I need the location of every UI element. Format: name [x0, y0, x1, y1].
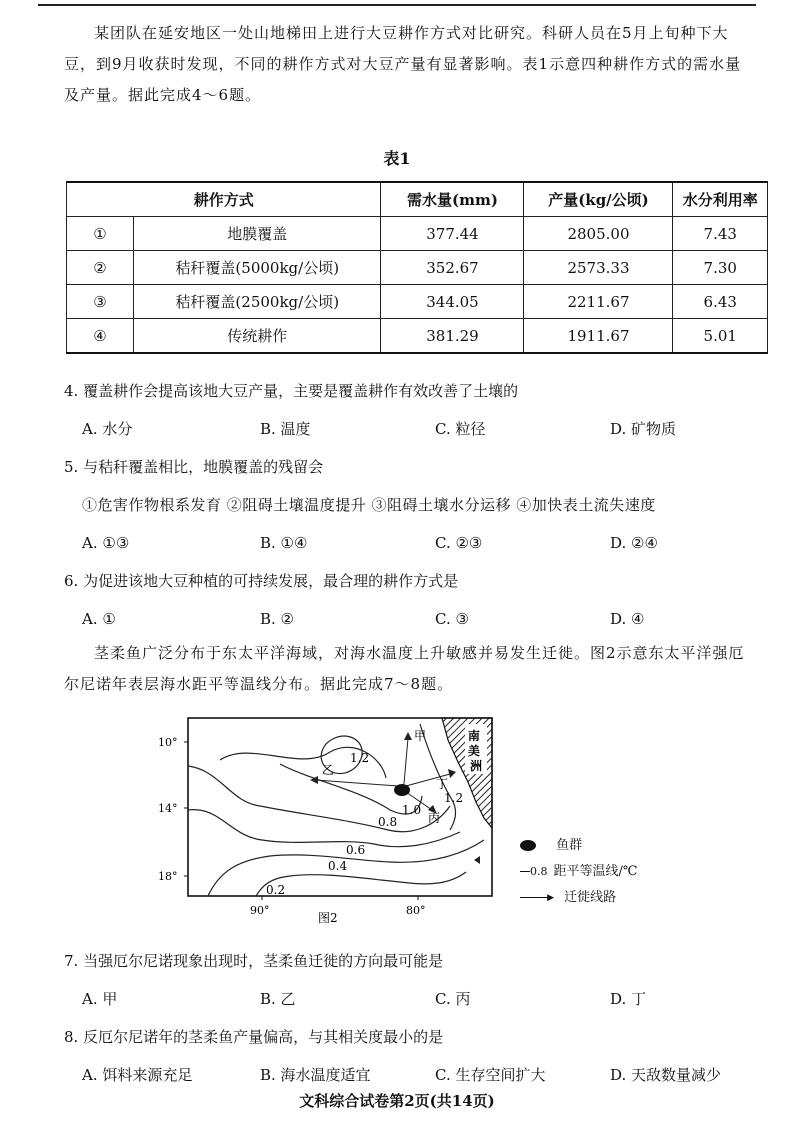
row-efficiency: 5.01: [673, 319, 768, 354]
row-yield: 2211.67: [524, 285, 673, 319]
legend-fish: [520, 834, 582, 853]
option-d: D. 丁: [610, 990, 647, 1008]
header-yield: 产量(kg/公顷): [524, 182, 673, 217]
isotherm-map: [150, 710, 710, 940]
option-d: D. ④: [610, 610, 645, 628]
arrowhead: [448, 769, 456, 778]
legend-route-arrow: ▶: [520, 897, 550, 898]
fish-school-marker: [394, 784, 410, 796]
contour-label: 0.4: [328, 859, 348, 873]
table-header-row: [67, 182, 768, 217]
row-water: 381.29: [381, 319, 524, 354]
legend-route: [520, 886, 616, 905]
arrowhead: [404, 732, 412, 740]
arrowhead: [474, 856, 480, 864]
header-water: 需水量(mm): [381, 182, 524, 217]
option-b: B. ①④: [260, 534, 308, 552]
option-b: B. 温度: [260, 420, 311, 438]
row-method: 秸秆覆盖(5000kg/公顷): [134, 251, 381, 285]
option-c: C. ②③: [435, 534, 483, 552]
question-4-stem: 4. 覆盖耕作会提高该地大豆产量，主要是覆盖耕作有效改善了土壤的: [64, 382, 519, 400]
option-a: A. ①: [82, 610, 116, 628]
option-b: B. 乙: [260, 990, 296, 1008]
lat-label: 10°: [158, 736, 178, 749]
row-number: ④: [67, 319, 134, 354]
top-rule: [38, 4, 756, 6]
route-jia: [404, 738, 408, 784]
row-water: 344.05: [381, 285, 524, 319]
question-5-statements: ①危害作物根系发育 ②阻碍土壤温度提升 ③阻碍土壤水分运移 ④加快表土流失速度: [82, 496, 656, 514]
legend-route-label: 迁徙线路: [564, 890, 617, 905]
table-row: [67, 217, 768, 251]
row-number: ②: [67, 251, 134, 285]
header-efficiency: 水分利用率: [673, 182, 768, 217]
lon-label: 80°: [406, 904, 426, 917]
row-water: 377.44: [381, 217, 524, 251]
route-label: 乙: [322, 763, 335, 777]
table-row: [67, 251, 768, 285]
legend-isotherm-sample: 0.8: [530, 865, 548, 878]
row-method: 地膜覆盖: [134, 217, 381, 251]
question-7-stem: 7. 当强厄尔尼诺现象出现时，茎柔鱼迁徙的方向最可能是: [64, 952, 444, 970]
option-a: A. 甲: [82, 990, 118, 1008]
route-label: 丙: [428, 811, 441, 825]
option-d: D. 矿物质: [610, 420, 677, 438]
row-efficiency: 6.43: [673, 285, 768, 319]
contour-label: 1.2: [444, 791, 464, 805]
row-efficiency: 7.43: [673, 217, 768, 251]
contour-label: 1.2: [350, 751, 370, 765]
option-b: B. 海水温度适宜: [260, 1066, 371, 1084]
legend-isotherm: [520, 860, 637, 879]
lat-label: 14°: [158, 802, 178, 815]
row-yield: 2573.33: [524, 251, 673, 285]
question-8-stem: 8. 反厄尔尼诺年的茎柔鱼产量偏高，与其相关度最小的是: [64, 1028, 444, 1046]
route-label: 丁: [436, 777, 449, 791]
header-method: 耕作方式: [67, 182, 381, 217]
row-method: 秸秆覆盖(2500kg/公顷): [134, 285, 381, 319]
lon-label: 90°: [250, 904, 270, 917]
option-a: A. 水分: [82, 420, 133, 438]
figure-caption: 图2: [318, 911, 338, 925]
row-yield: 1911.67: [524, 319, 673, 354]
contour-label: 0.8: [378, 815, 398, 829]
option-c: C. 粒径: [435, 420, 486, 438]
option-a: A. ①③: [82, 534, 130, 552]
isotherm-line: [256, 872, 466, 896]
intro-paragraph-2: 茎柔鱼广泛分布于东太平洋海域，对海水温度上升敏感并易发生迁徙。图2示意东太平洋强厄尔尼诺年表层海水距平等温线分布。据此完成7～8题。: [64, 644, 745, 693]
contour-label: 0.2: [266, 883, 286, 897]
option-d: D. 天敌数量减少: [610, 1066, 722, 1084]
map-figure: [150, 710, 710, 940]
table-row: [67, 319, 768, 354]
page-footer: 文科综合试卷第2页(共14页): [299, 1092, 495, 1110]
row-number: ①: [67, 217, 134, 251]
legend-fish-label: 鱼群: [556, 838, 583, 853]
option-d: D. ②④: [610, 534, 658, 552]
legend-fish-marker: [520, 840, 536, 851]
option-c: C. 丙: [435, 990, 471, 1008]
land-label: 南 美 洲: [467, 729, 483, 773]
table-row: [67, 285, 768, 319]
row-yield: 2805.00: [524, 217, 673, 251]
row-method: 传统耕作: [134, 319, 381, 354]
question-6-stem: 6. 为促进该地大豆种植的可持续发展，最合理的耕作方式是: [64, 572, 459, 590]
table-caption: 表1: [383, 149, 411, 168]
contour-label: 1.0: [402, 803, 422, 817]
row-water: 352.67: [381, 251, 524, 285]
option-c: C. 生存空间扩大: [435, 1066, 546, 1084]
row-number: ③: [67, 285, 134, 319]
question-5-stem: 5. 与秸秆覆盖相比，地膜覆盖的残留会: [64, 458, 324, 476]
isotherm-line: [188, 766, 450, 832]
data-table: [66, 181, 768, 354]
option-a: A. 饵料来源充足: [82, 1066, 193, 1084]
option-c: C. ③: [435, 610, 469, 628]
option-b: B. ②: [260, 610, 295, 628]
contour-label: 0.6: [346, 843, 366, 857]
row-efficiency: 7.30: [673, 251, 768, 285]
legend-isotherm-label: 距平等温线/℃: [553, 864, 638, 879]
intro-paragraph-1: 某团队在延安地区一处山地梯田上进行大豆耕作方式对比研究。科研人员在5月上旬种下大豆，到9月收获时发现，不同的耕作方式对大豆产量有显著影响。表1示意四种耕作方式的需水量及产量。据此完成4～6题。: [64, 24, 742, 104]
lat-label: 18°: [158, 870, 178, 883]
route-label: 甲: [414, 729, 427, 743]
